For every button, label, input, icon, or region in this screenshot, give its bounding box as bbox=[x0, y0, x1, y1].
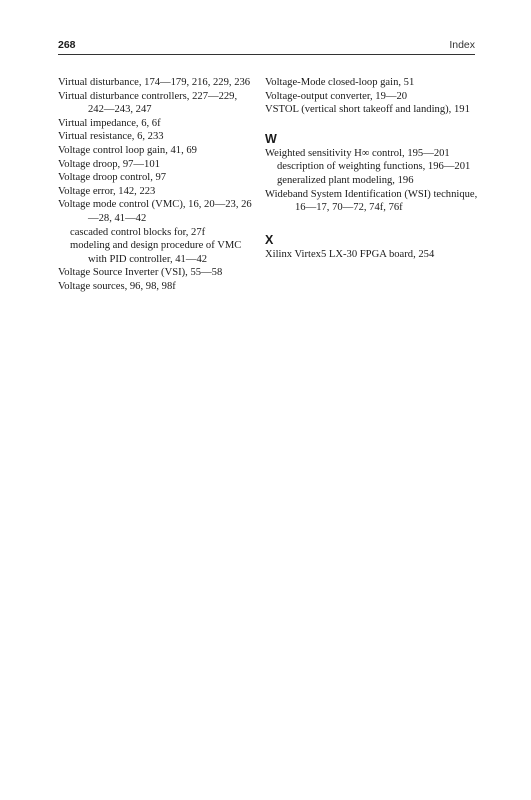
index-entry: Voltage Source Inverter (VSI), 55—58 bbox=[58, 267, 223, 279]
index-subentry: description of weighting functions, 196—201 bbox=[277, 161, 471, 173]
index-subentry: modeling and design procedure of VMC with PID controller, 41—42 bbox=[70, 240, 242, 265]
index-entry: Voltage-Mode closed-loop gain, 51 bbox=[265, 77, 415, 88]
page-number: 268 bbox=[58, 39, 76, 51]
index-entry: Voltage-output converter, 19—20 bbox=[265, 90, 408, 102]
page-header bbox=[58, 38, 475, 55]
index-column-left bbox=[58, 76, 253, 294]
index-entry: Voltage droop control, 97 bbox=[58, 172, 167, 184]
index-column-right bbox=[265, 76, 480, 261]
index-entry: Weighted sensitivity H∞ control, 195—201 bbox=[265, 147, 450, 159]
index-entry: Voltage mode control (VMC), 16, 20—23, 26—28, 41—42 bbox=[58, 199, 252, 224]
index-subentry: generalized plant modeling, 196 bbox=[277, 174, 414, 186]
index-entry: Virtual disturbance, 174—179, 216, 229, 236 bbox=[58, 77, 251, 88]
index-entry: Wideband System Identification (WSI) technique, 16—17, 70—72, 74f, 76f bbox=[265, 188, 478, 214]
index-entry: Voltage control loop gain, 41, 69 bbox=[58, 144, 197, 156]
index-entry: Xilinx Virtex5 LX-30 FPGA board, 254 bbox=[265, 248, 435, 260]
section-letter-w: W bbox=[265, 131, 277, 146]
index-entry: Voltage sources, 96, 98, 98f bbox=[58, 280, 176, 292]
index-entry: Virtual impedance, 6, 6f bbox=[58, 117, 161, 129]
section-name: Index bbox=[449, 39, 475, 51]
index-entry: Virtual resistance, 6, 233 bbox=[58, 131, 164, 143]
index-entry: Voltage droop, 97—101 bbox=[58, 158, 160, 170]
index-entry: Voltage error, 142, 223 bbox=[58, 185, 156, 197]
index-entry: VSTOL (vertical short takeoff and landing), 191 bbox=[265, 104, 470, 116]
index-subentry: cascaded control blocks for, 27f bbox=[70, 226, 206, 238]
section-letter-x: X bbox=[265, 232, 274, 247]
index-entry: Virtual disturbance controllers, 227—229, 242—243, 247 bbox=[58, 90, 238, 116]
